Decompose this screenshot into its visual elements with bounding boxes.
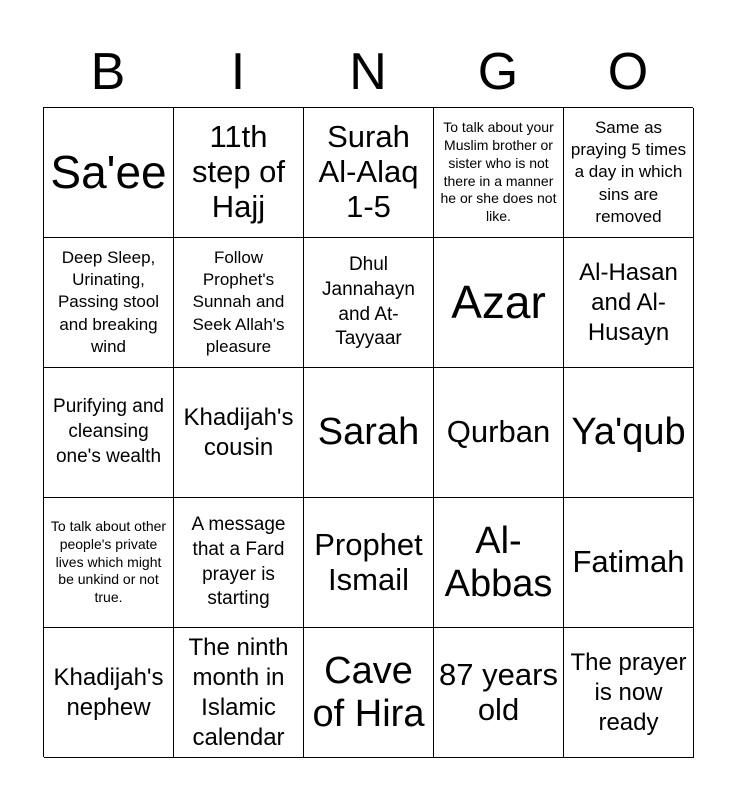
bingo-cell[interactable]: Same as praying 5 times a day in which sins are removed — [564, 108, 694, 238]
bingo-cell[interactable]: Deep Sleep, Urinating, Passing stool and breaking wind — [44, 238, 174, 368]
bingo-cell[interactable]: Fatimah — [564, 498, 694, 628]
bingo-cell[interactable]: Khadijah's nephew — [44, 628, 174, 758]
bingo-header — [43, 40, 693, 104]
bingo-cell[interactable]: To talk about your Muslim brother or sister who is not there in a manner he or she does not like. — [434, 108, 564, 238]
header-letter-o: O — [607, 43, 649, 101]
bingo-cell[interactable]: Cave of Hira — [304, 628, 434, 758]
header-letter-n: N — [349, 43, 387, 101]
bingo-cell[interactable]: The ninth month in Islamic calendar — [174, 628, 304, 758]
bingo-cell[interactable]: Al-Hasan and Al-Husayn — [564, 238, 694, 368]
bingo-cell[interactable]: Prophet Ismail — [304, 498, 434, 628]
bingo-cell[interactable]: Al-Abbas — [434, 498, 564, 628]
bingo-cell[interactable]: 87 years old — [434, 628, 564, 758]
bingo-cell[interactable]: A message that a Fard prayer is starting — [174, 498, 304, 628]
bingo-cell[interactable]: 11th step of Hajj — [174, 108, 304, 238]
bingo-cell[interactable]: The prayer is now ready — [564, 628, 694, 758]
bingo-cell[interactable]: Surah Al-Alaq 1-5 — [304, 108, 434, 238]
bingo-cell[interactable]: Follow Prophet's Sunnah and Seek Allah's pleasure — [174, 238, 304, 368]
bingo-cell[interactable]: To talk about other people's private lives which might be unkind or not true. — [44, 498, 174, 628]
header-letter-g: G — [477, 43, 519, 101]
bingo-card-grid — [43, 107, 693, 757]
bingo-cell[interactable]: Khadijah's cousin — [174, 368, 304, 498]
bingo-cell[interactable]: Sa'ee — [44, 108, 174, 238]
bingo-cell[interactable]: Purifying and cleansing one's wealth — [44, 368, 174, 498]
header-letter-i: I — [230, 43, 246, 101]
bingo-cell[interactable]: Azar — [434, 238, 564, 368]
bingo-cell[interactable]: Ya'qub — [564, 368, 694, 498]
bingo-cell[interactable]: Qurban — [434, 368, 564, 498]
bingo-cell[interactable]: Sarah — [304, 368, 434, 498]
bingo-cell[interactable]: Dhul Jannahayn and At-Tayyaar — [304, 238, 434, 368]
header-letter-b: B — [90, 43, 126, 101]
